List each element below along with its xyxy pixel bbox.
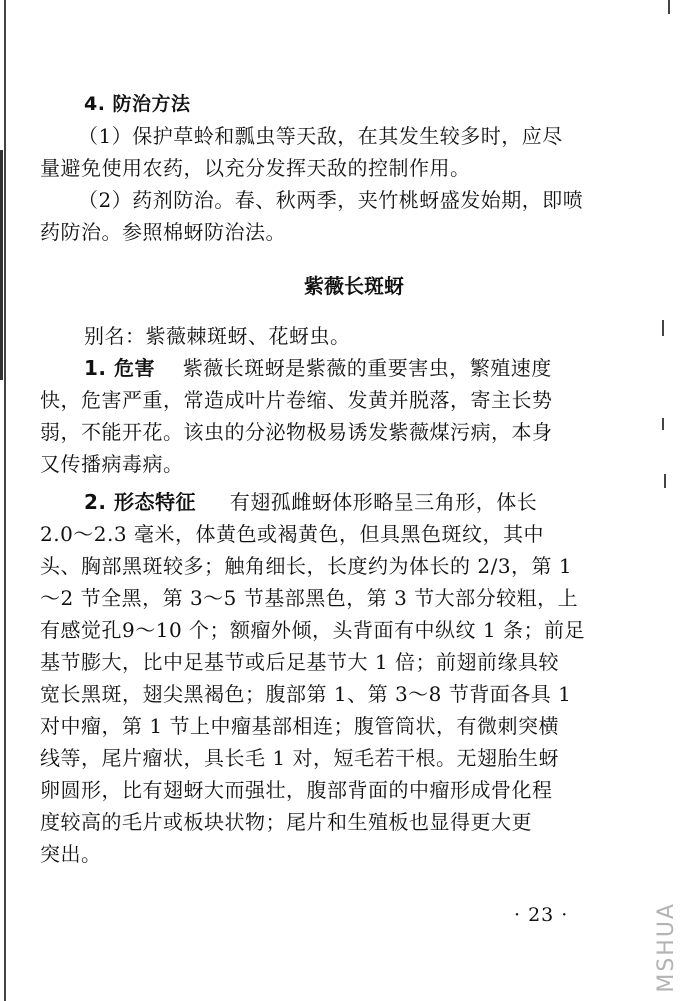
scan-edge-line [4,0,6,1001]
paragraph-line: 药防治。参照棉蚜防治法。 [40,220,286,244]
paragraph-line: 又传播病毒病。 [40,452,184,476]
paragraph-line: 有感觉孔9～10 个；额瘤外倾，头背面有中纵纹 1 条；前足 [40,618,585,642]
paragraph-line: 基节膨大，比中足基节或后足基节大 1 倍；前翅前缘具较 [40,650,559,674]
paragraph-line: 头、胸部黑斑较多；触角细长，长度约为体长的 2/3，第 1 [40,554,573,578]
paragraph-line: 突出。 [40,842,102,866]
paragraph-line: 量避免使用农药，以充分发挥天敌的控制作用。 [40,156,471,180]
harm-text: 紫薇长斑蚜是紫薇的重要害虫，繁殖速度 [182,356,552,380]
paragraph-line: （1）保护草蛉和瓢虫等天敌，在其发生较多时，应尽 [78,124,563,148]
paragraph-line: 卵圆形，比有翅蚜大而强壮，腹部背面的中瘤形成骨化程 [40,778,553,802]
paragraph-line [84,352,624,384]
article-title: 紫薇长斑蚜 [304,274,404,298]
paragraph-line: 2.0～2.3 毫米，体黄色或褐黄色，但具黑色斑纹，其中 [40,522,544,546]
morphology-text: 有翅孤雌蚜体形略呈三角形，体长 [229,490,538,514]
paragraph-line: 快，危害严重，常造成叶片卷缩、发黄并脱落，寄主长势 [40,388,553,412]
paragraph-line: ～2 节全黑，第 3～5 节基部黑色，第 3 节大部分较粗，上 [40,586,579,610]
paragraph-line: 对中瘤，第 1 节上中瘤基部相连；腹管筒状，有微刺突横 [40,714,559,738]
paragraph-line: （2）药剂防治。春、秋两季，夹竹桃蚜盛发始期，即喷 [78,188,584,212]
watermark: MSHUA [654,902,679,993]
scan-speck [668,0,670,14]
paragraph-line [84,486,624,518]
paragraph-line: 弱，不能开花。该虫的分泌物极易诱发紫薇煤污病，本身 [40,420,553,444]
paragraph-line: 宽长黑斑，翅尖黑褐色；腹部第 1、第 3～8 节背面各具 1 [40,682,572,706]
scan-edge-mark [0,150,3,380]
section-heading-control: 4. 防治方法 [84,93,191,115]
page-body [40,88,624,870]
paragraph-line: 度较高的毛片或板块状物；尾片和生殖板也显得更大更 [40,810,532,834]
section-label-morphology: 2. 形态特征 [84,490,196,514]
scan-speck [662,418,664,430]
paragraph-line: 线等，尾片瘤状，具长毛 1 对，短毛若干根。无翅胎生蚜 [40,746,559,770]
scan-speck [664,474,666,488]
scan-speck [662,320,664,336]
page-number: · 23 · [514,904,569,926]
alias-line: 别名：紫薇棘斑蚜、花蚜虫。 [84,324,351,348]
section-label-harm: 1. 危害 [84,356,155,380]
